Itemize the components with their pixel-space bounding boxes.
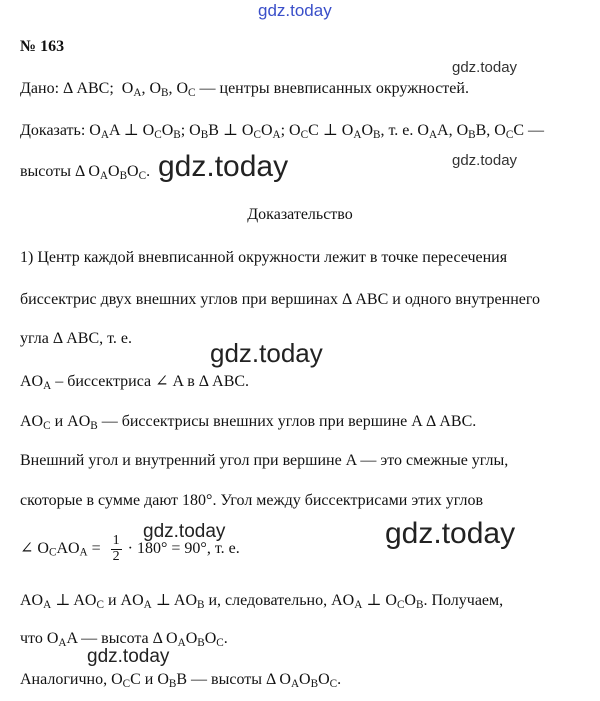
prove-line: Доказать: $O_AA$ ⊥ $O_CO_B$; $O_BB$ ⊥ $O_CO_A$; $O_CC$ ⊥ $O_AO_B$, т. е. $O_AA$, $O_BB$, $O_CC$ —: [20, 122, 544, 141]
proof-line-5: $AO_C$ и $AO_B$ — биссектрисы внешних углов при вершине A Δ ABC.: [20, 413, 477, 432]
watermark-side: gdz.today: [452, 59, 518, 76]
proof-line-3: угла Δ ABC, т. е.: [20, 330, 133, 347]
watermark-large: gdz.today: [210, 338, 323, 368]
watermark-side: gdz.today: [452, 152, 518, 169]
given-line: Дано: Δ ABC; $O_A$, $O_B$, $O_C$ — центры вневписанных окружностей.: [20, 80, 469, 99]
watermark-medium: gdz.today: [87, 646, 170, 667]
problem-number: № 163: [20, 38, 65, 55]
watermark-large: gdz.today: [158, 150, 289, 183]
proof-line-4: $AO_A$ – биссектриса ∠ A в Δ ABC.: [20, 373, 250, 392]
proof-line-11: Аналогично, $O_CC$ и $O_BB$ — высоты Δ $O_AO_BO_C$.: [20, 671, 342, 690]
watermark-medium: gdz.today: [143, 521, 226, 542]
prove-line-2: высоты Δ $O_AO_BO_C$.: [20, 163, 151, 182]
proof-line-7: скоторые в сумме дают 180°. Угол между биссектрисами этих углов: [20, 492, 484, 509]
watermark-top: gdz.today: [258, 1, 332, 20]
proof-heading: Доказательство: [247, 206, 353, 223]
watermark-large: gdz.today: [385, 517, 516, 550]
proof-line-10: что $O_AA$ — высота Δ $O_AO_BO_C$.: [20, 630, 228, 649]
proof-line-6: Внешний угол и внутренний угол при вершине A — это смежные углы,: [20, 452, 509, 469]
proof-line-1: 1) Центр каждой вневписанной окружности лежит в точке пересечения: [20, 249, 508, 266]
proof-line-2: биссектрис двух внешних углов при вершинах Δ ABC и одного внутреннего: [20, 291, 541, 308]
proof-formula: ∠ $O_CAO_A$ = $\frac{1}{2}$ · 180° = 90°, т. е.: [20, 533, 240, 564]
fraction-one-half: $\frac{1}{2}$: [112, 533, 120, 564]
proof-line-9: $AO_A$ ⊥ $AO_C$ и $AO_A$ ⊥ $AO_B$ и, следовательно, $AO_A$ ⊥ $O_CO_B$. Получаем,: [20, 592, 504, 611]
